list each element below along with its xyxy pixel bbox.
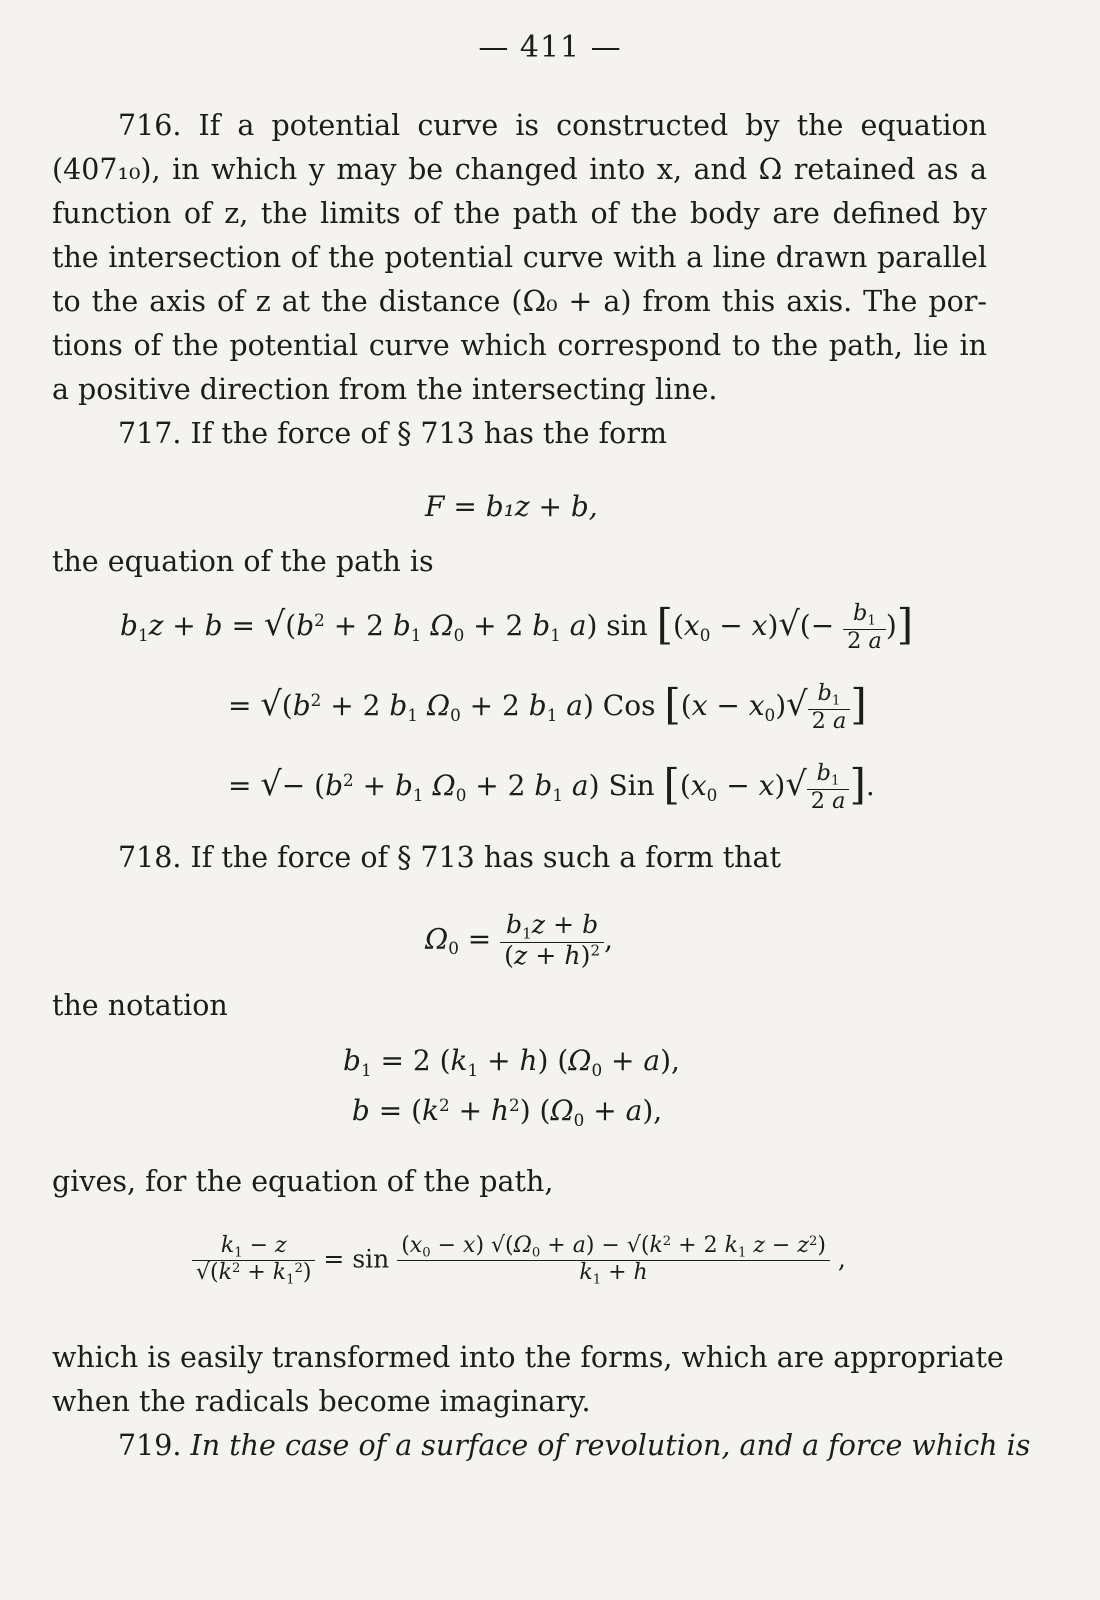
p717-intro: 717. If the force of § 713 has the form: [118, 417, 667, 450]
paragraph-718-gives: [52, 1160, 987, 1204]
path-equation-718: $\frac{k_1 - z}{√(k^2 + k_1^2)}$ = sin $\frac{(x_0 - x) √(\Omega_0 + a) - √(k^2 + 2 k_1 z - z^2)}{k_1 + h}$ ,: [192, 1234, 846, 1288]
p716-line-5: to the axis of z at the distance (Ω₀ + a) from this axis. The por-: [52, 285, 987, 318]
paragraph-716: [52, 104, 987, 412]
paragraph-718-intro: [52, 836, 987, 880]
force-equation: F = b₁z + b,: [425, 490, 598, 523]
p718-gives: gives, for the equation of the path,: [52, 1165, 554, 1198]
p716-line-3: function of z, the limits of the path of the body are defined by: [52, 197, 987, 230]
p719-number: 719.: [118, 1429, 182, 1462]
page-number: — 411 —: [478, 30, 622, 65]
notation-equation-1: $b_1 = 2$ $(k_1 + h) (\Omega_0 + a)$,: [343, 1044, 680, 1080]
p716-line-1: 716. If a potential curve is constructed by the equation: [118, 109, 987, 142]
notation-equation-2: $b = (k^2 + h^2) (\Omega_0 + a)$,: [351, 1094, 663, 1130]
paragraph-718-closing: [52, 1336, 1004, 1424]
paragraph-717-intro: [52, 412, 987, 456]
p719-line: [52, 1424, 1031, 1468]
omega-equation: $\Omega_0$ = $\frac{b_1z + b}{(z + h)^2}$ ,: [425, 910, 613, 971]
paragraph-717-path: [52, 540, 987, 584]
p716-line-6: tions of the potential curve which correspond to the path, lie in: [52, 329, 987, 362]
paragraph-719: [52, 1424, 1031, 1468]
paragraph-718-notation: [52, 984, 987, 1028]
p718-closing-2: when the radicals become imaginary.: [52, 1385, 591, 1418]
p719-text: In the case of a surface of revolution, and a force which is: [190, 1429, 1031, 1462]
path-equation-1: $b_1z + b = √(b^2 + 2$ $b_1$ $\Omega_0 + 2$ $b_1$ a) $\sin [(x_0 - x)√(-$ $\frac{b_1}{2 a}$ )]: [120, 599, 914, 654]
path-equation-3: = √− ($b^2 + b_1$ $\Omega_0 + 2$ $b_1$ a) Sin [$(x_0 - x)√$ $\frac{b_1}{2 a}$ ].: [228, 759, 875, 814]
p718-notation-intro: the notation: [52, 989, 228, 1022]
p716-line-4: the intersection of the potential curve with a line drawn parallel: [52, 241, 987, 274]
p718-intro: 718. If the force of § 713 has such a form that: [118, 841, 781, 874]
p716-line-7: a positive direction from the intersecting line.: [52, 373, 718, 406]
p718-closing-1: which is easily transformed into the forms, which are appropriate: [52, 1341, 1004, 1374]
path-equation-2: = $√(b^2 + 2$ $b_1$ $\Omega_0 + 2$ $b_1$ a) Cos [$(x - x_0)√$ $\frac{b_1}{2 a}$ ]: [228, 679, 867, 734]
p717-path-intro: the equation of the path is: [52, 545, 434, 578]
p716-line-2: (407₁₀), in which y may be changed into x, and Ω retained as a: [52, 153, 987, 186]
